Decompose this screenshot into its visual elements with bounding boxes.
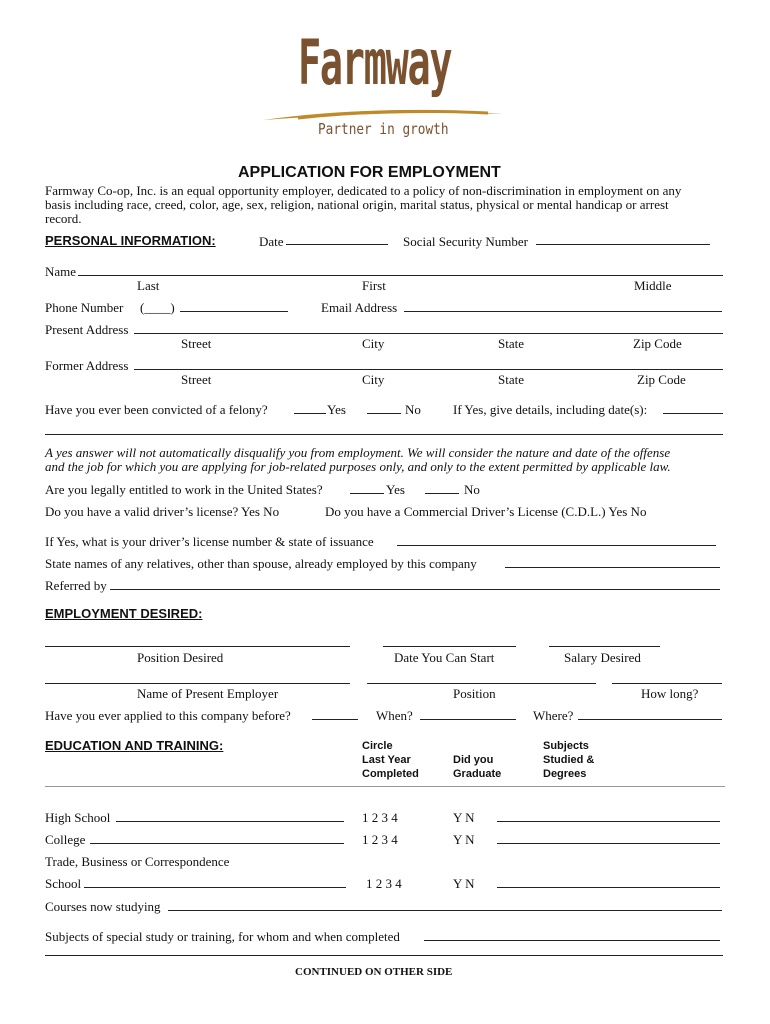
former-city-caption: City bbox=[362, 372, 385, 387]
how-long-field[interactable] bbox=[612, 683, 722, 684]
phone-label: Phone Number bbox=[45, 300, 124, 315]
school-years[interactable]: 1 2 3 4 bbox=[366, 876, 402, 891]
position-desired-caption: Position Desired bbox=[137, 650, 224, 665]
relatives-field[interactable] bbox=[505, 567, 720, 568]
col-subjects-header: Subjects Studied & Degrees bbox=[543, 740, 595, 780]
felony-details-field-2[interactable] bbox=[45, 434, 723, 435]
felony-no-field[interactable] bbox=[367, 413, 401, 414]
intro-line-1: Farmway Co-op, Inc. is an equal opportunity employer, dedicated to a policy of non-discrimination in employment on any bbox=[45, 183, 682, 198]
referred-by-field[interactable] bbox=[110, 589, 720, 590]
employment-desired-header: EMPLOYMENT DESIRED: bbox=[45, 606, 203, 621]
present-employer-caption: Name of Present Employer bbox=[137, 686, 279, 701]
felony-yes-field[interactable] bbox=[294, 413, 326, 414]
legal-work-question: Are you legally entitled to work in the United States? bbox=[45, 482, 323, 497]
school-graduate[interactable]: Y N bbox=[453, 876, 475, 891]
name-field[interactable] bbox=[78, 275, 723, 276]
legal-yes-label: Yes bbox=[386, 482, 405, 497]
personal-info-header: PERSONAL INFORMATION: bbox=[45, 233, 216, 248]
date-start-field[interactable] bbox=[383, 646, 516, 647]
present-city-caption: City bbox=[362, 336, 385, 351]
college-field[interactable] bbox=[90, 843, 344, 844]
phone-field[interactable] bbox=[180, 311, 288, 312]
education-header: EDUCATION AND TRAINING: bbox=[45, 738, 224, 753]
where-field[interactable] bbox=[578, 719, 722, 720]
high-school-field[interactable] bbox=[116, 821, 344, 822]
email-field[interactable] bbox=[404, 311, 722, 312]
present-state-caption: State bbox=[498, 336, 524, 351]
school-subjects-field[interactable] bbox=[497, 887, 720, 888]
legal-no-label: No bbox=[464, 482, 480, 497]
high-school-label: High School bbox=[45, 810, 111, 825]
legal-no-field[interactable] bbox=[425, 493, 459, 494]
phone-area-code[interactable]: (____) bbox=[140, 300, 175, 315]
special-study-label: Subjects of special study or training, for whom and when completed bbox=[45, 929, 400, 944]
referred-by-label: Referred by bbox=[45, 578, 107, 593]
page-title: APPLICATION FOR EMPLOYMENT bbox=[238, 164, 501, 181]
logo-tagline: Partner in growth bbox=[318, 120, 449, 138]
name-middle-caption: Middle bbox=[634, 278, 672, 293]
col-circle-header: Circle Last Year Completed bbox=[362, 740, 419, 780]
present-zip-caption: Zip Code bbox=[633, 336, 682, 351]
position-desired-field[interactable] bbox=[45, 646, 350, 647]
disclaimer-line-1: A yes answer will not automatically disqualify you from employment. We will consider the nature and date of the offense bbox=[45, 445, 671, 460]
when-field[interactable] bbox=[420, 719, 516, 720]
school-label: School bbox=[45, 876, 82, 891]
felony-details-label: If Yes, give details, including date(s): bbox=[453, 402, 648, 417]
high-school-graduate[interactable]: Y N bbox=[453, 810, 475, 825]
name-first-caption: First bbox=[362, 278, 386, 293]
special-study-field-2[interactable] bbox=[45, 955, 723, 956]
felony-no-label: No bbox=[405, 402, 421, 417]
date-field[interactable] bbox=[286, 244, 388, 245]
high-school-subjects-field[interactable] bbox=[497, 821, 720, 822]
legal-yes-field[interactable] bbox=[350, 493, 384, 494]
how-long-caption: How long? bbox=[641, 686, 699, 701]
former-address-field[interactable] bbox=[134, 369, 723, 370]
ssn-field[interactable] bbox=[536, 244, 710, 245]
farmway-logo bbox=[258, 26, 508, 154]
high-school-years[interactable]: 1 2 3 4 bbox=[362, 810, 398, 825]
courses-label: Courses now studying bbox=[45, 899, 161, 914]
name-last-caption: Last bbox=[137, 278, 160, 293]
ssn-label: Social Security Number bbox=[403, 234, 528, 249]
present-employer-field[interactable] bbox=[45, 683, 350, 684]
applied-before-field[interactable] bbox=[312, 719, 358, 720]
felony-question: Have you ever been convicted of a felony? bbox=[45, 402, 268, 417]
present-address-field[interactable] bbox=[134, 333, 723, 334]
applied-before-label: Have you ever applied to this company before? bbox=[45, 708, 291, 723]
felony-yes-label: Yes bbox=[327, 402, 346, 417]
date-label: Date bbox=[259, 234, 284, 249]
email-label: Email Address bbox=[321, 300, 398, 315]
present-address-label: Present Address bbox=[45, 322, 129, 337]
when-label: When? bbox=[376, 708, 413, 723]
college-graduate[interactable]: Y N bbox=[453, 832, 475, 847]
present-street-caption: Street bbox=[181, 336, 212, 351]
disclaimer-line-2: and the job for which you are applying for job-related purposes only, and only to the extent permitted by applicable law. bbox=[45, 459, 671, 474]
college-years[interactable]: 1 2 3 4 bbox=[362, 832, 398, 847]
cdl-question[interactable]: Do you have a Commercial Driver’s License (C.D.L.) Yes No bbox=[325, 504, 647, 519]
logo-brand: Farmway bbox=[298, 26, 452, 99]
courses-field[interactable] bbox=[168, 910, 722, 911]
education-divider bbox=[45, 786, 725, 787]
continued-footer: CONTINUED ON OTHER SIDE bbox=[295, 966, 453, 978]
former-street-caption: Street bbox=[181, 372, 212, 387]
former-state-caption: State bbox=[498, 372, 524, 387]
special-study-field-1[interactable] bbox=[424, 940, 720, 941]
salary-caption: Salary Desired bbox=[564, 650, 641, 665]
date-start-caption: Date You Can Start bbox=[394, 650, 495, 665]
relatives-label: State names of any relatives, other than spouse, already employed by this company bbox=[45, 556, 477, 571]
name-label: Name bbox=[45, 264, 77, 279]
felony-details-field-1[interactable] bbox=[663, 413, 723, 414]
license-number-field[interactable] bbox=[397, 545, 716, 546]
position-caption: Position bbox=[453, 686, 496, 701]
col-graduate-header: Did you Graduate bbox=[453, 754, 502, 780]
college-label: College bbox=[45, 832, 86, 847]
intro-line-3: record. bbox=[45, 211, 82, 226]
salary-field[interactable] bbox=[549, 646, 660, 647]
intro-line-2: basis including race, creed, color, age, sex, religion, national origin, marital status, physical or mental handicap or arrest bbox=[45, 197, 669, 212]
college-subjects-field[interactable] bbox=[497, 843, 720, 844]
license-question[interactable]: Do you have a valid driver’s license? Yes No bbox=[45, 504, 280, 519]
where-label: Where? bbox=[533, 708, 574, 723]
school-field[interactable] bbox=[84, 887, 346, 888]
former-address-label: Former Address bbox=[45, 358, 129, 373]
trade-label: Trade, Business or Correspondence bbox=[45, 854, 230, 869]
position-field[interactable] bbox=[367, 683, 596, 684]
license-number-label: If Yes, what is your driver’s license number & state of issuance bbox=[45, 534, 374, 549]
former-zip-caption: Zip Code bbox=[637, 372, 686, 387]
